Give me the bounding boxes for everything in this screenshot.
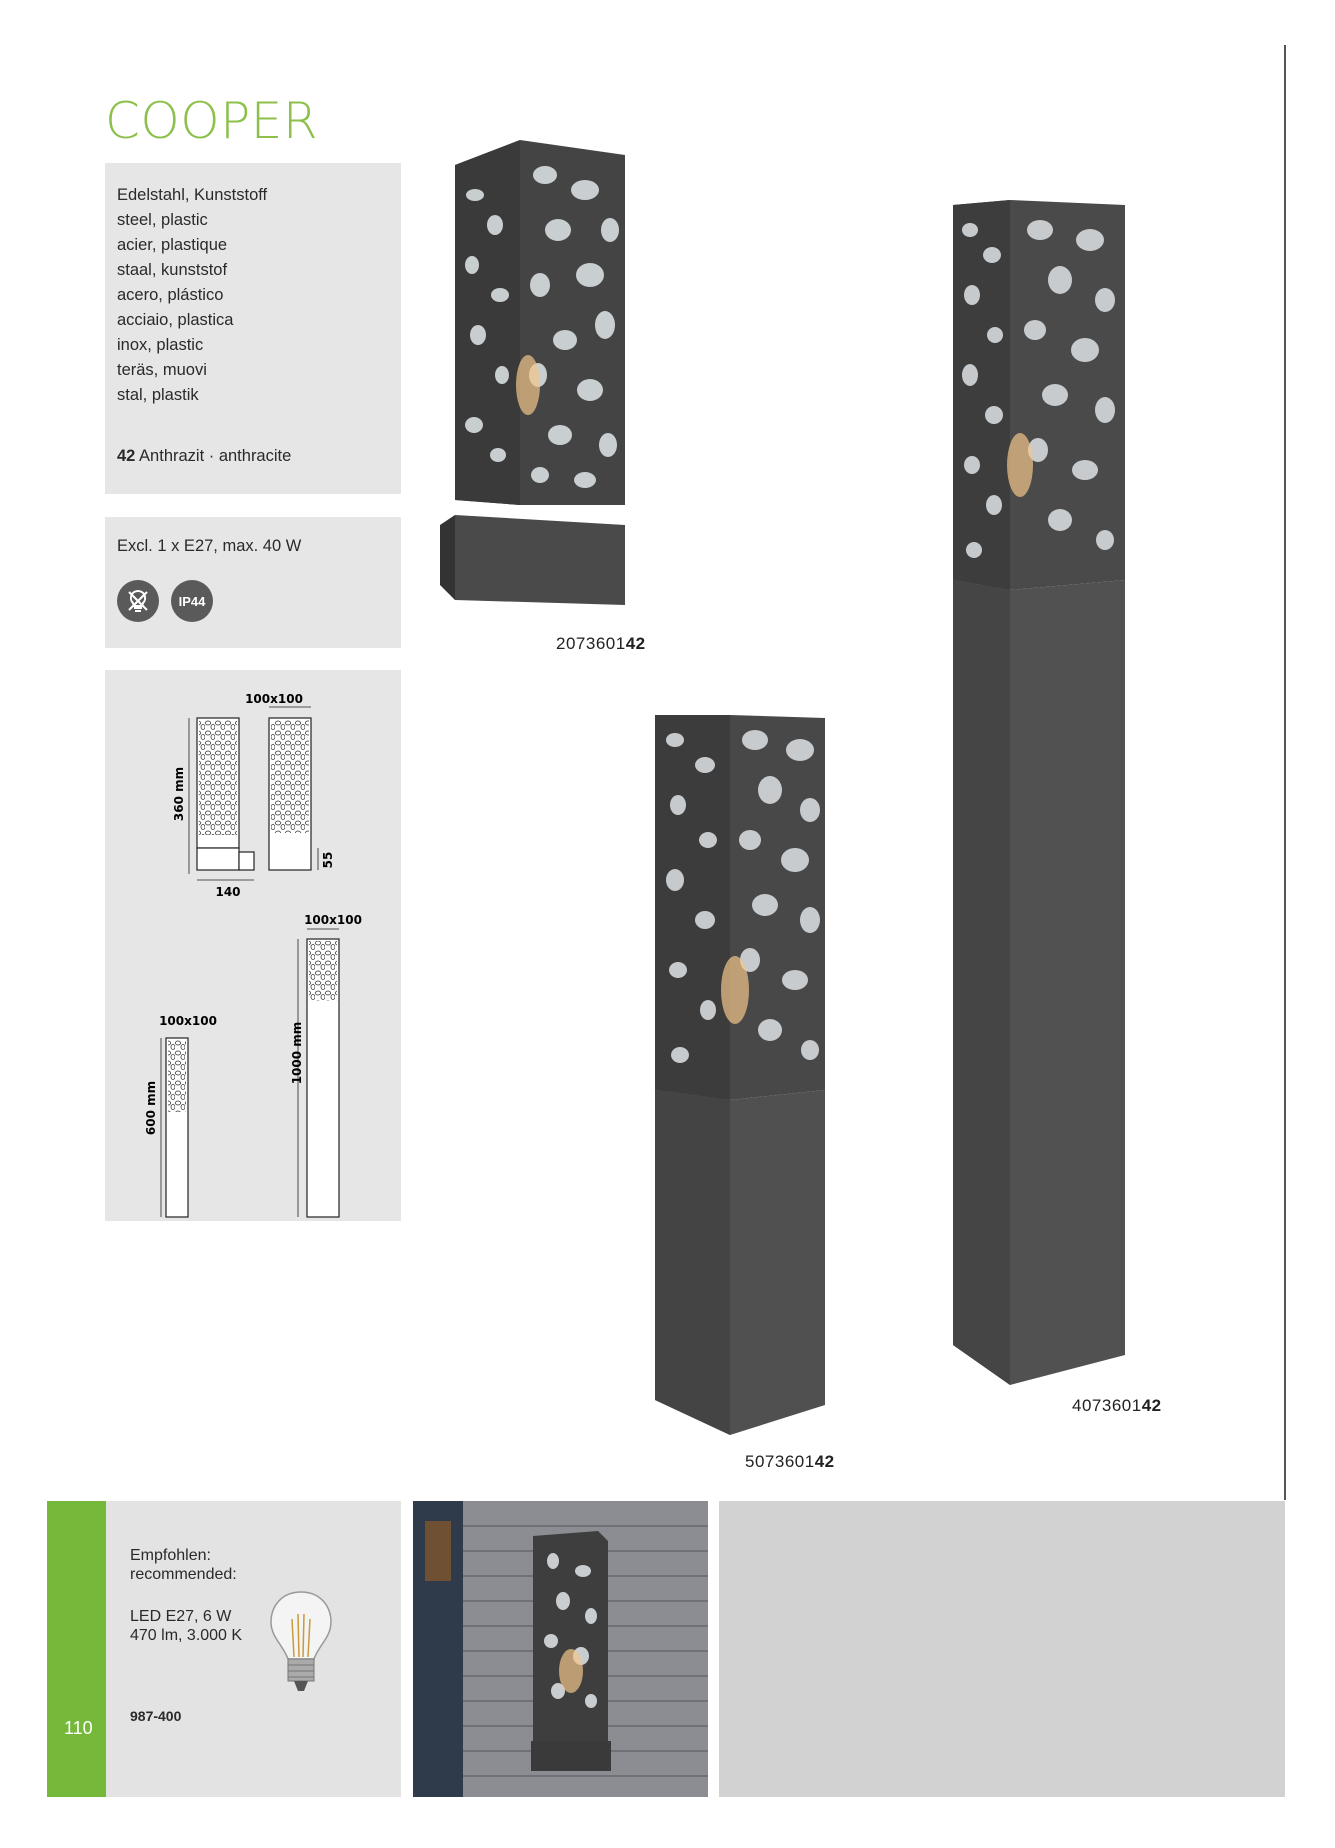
page-title: COOPER xyxy=(105,92,319,150)
article-suffix: 42 xyxy=(814,1452,835,1471)
page-number: 110 xyxy=(64,1718,93,1738)
article-number-wall xyxy=(556,634,646,654)
ambient-photo xyxy=(413,1501,708,1797)
ambient-wall-lamp-photo xyxy=(413,1501,708,1797)
wall-lamp-image xyxy=(440,135,640,615)
material-item: acier, plastique xyxy=(117,236,228,254)
materials-list xyxy=(105,163,401,408)
recommended-bulb-panel xyxy=(106,1501,401,1797)
color-code: 42 xyxy=(117,447,136,465)
material-item: acero, plástico xyxy=(117,286,224,304)
wall-base-dim: 55 xyxy=(321,851,335,869)
led-article-number: 987-400 xyxy=(130,1708,182,1724)
article-number-tall-post xyxy=(1072,1396,1162,1416)
tall-post-lamp-image xyxy=(950,195,1130,1395)
material-item: Edelstahl, Kunststoff xyxy=(117,186,268,204)
recommended-de: Empfohlen: xyxy=(130,1547,211,1564)
color-line xyxy=(117,447,291,466)
article-prefix: 5073601 xyxy=(745,1452,815,1471)
materials-panel xyxy=(105,163,401,494)
footer-empty-panel xyxy=(719,1501,1285,1797)
article-number-short-post xyxy=(745,1452,835,1472)
wall-depth-dim: 140 xyxy=(215,885,241,899)
short-height-dim: 600 mm xyxy=(144,1080,158,1136)
led-bulb-icon xyxy=(266,1589,336,1699)
short-post-lamp-image xyxy=(650,710,830,1450)
ip44-badge xyxy=(171,580,213,622)
wall-top-dim: 100x100 xyxy=(245,692,303,706)
bulb-info-text: Excl. 1 x E27, max. 40 W xyxy=(117,537,302,555)
material-item: staal, kunststof xyxy=(117,261,228,279)
article-prefix: 2073601 xyxy=(556,634,626,653)
page-number-bar xyxy=(47,1501,106,1797)
material-item: steel, plastic xyxy=(117,211,208,229)
ip44-label: IP44 xyxy=(178,593,206,609)
material-item: teräs, muovi xyxy=(117,361,207,379)
led-spec-line1: LED E27, 6 W xyxy=(130,1608,232,1625)
article-prefix: 4073601 xyxy=(1072,1396,1142,1415)
tall-height-dim: 1000 mm xyxy=(290,1021,304,1085)
no-bulb-included-icon xyxy=(117,580,159,622)
short-top-dim: 100x100 xyxy=(159,1014,217,1028)
article-suffix: 42 xyxy=(1141,1396,1162,1415)
led-spec-line2: 470 lm, 3.000 K xyxy=(130,1627,243,1644)
material-item: acciaio, plastica xyxy=(117,311,234,329)
material-item: inox, plastic xyxy=(117,336,204,354)
material-item: stal, plastik xyxy=(117,386,199,404)
tall-top-dim: 100x100 xyxy=(304,913,362,927)
wall-height-dim: 360 mm xyxy=(172,766,186,822)
dimension-drawings-panel xyxy=(105,670,401,1221)
dimension-drawings xyxy=(105,670,401,1221)
bulb-info-panel xyxy=(105,517,401,648)
color-label: Anthrazit · anthracite xyxy=(139,447,292,465)
page-border-line xyxy=(1284,45,1286,1500)
article-suffix: 42 xyxy=(625,634,646,653)
recommended-en: recommended: xyxy=(130,1566,237,1583)
